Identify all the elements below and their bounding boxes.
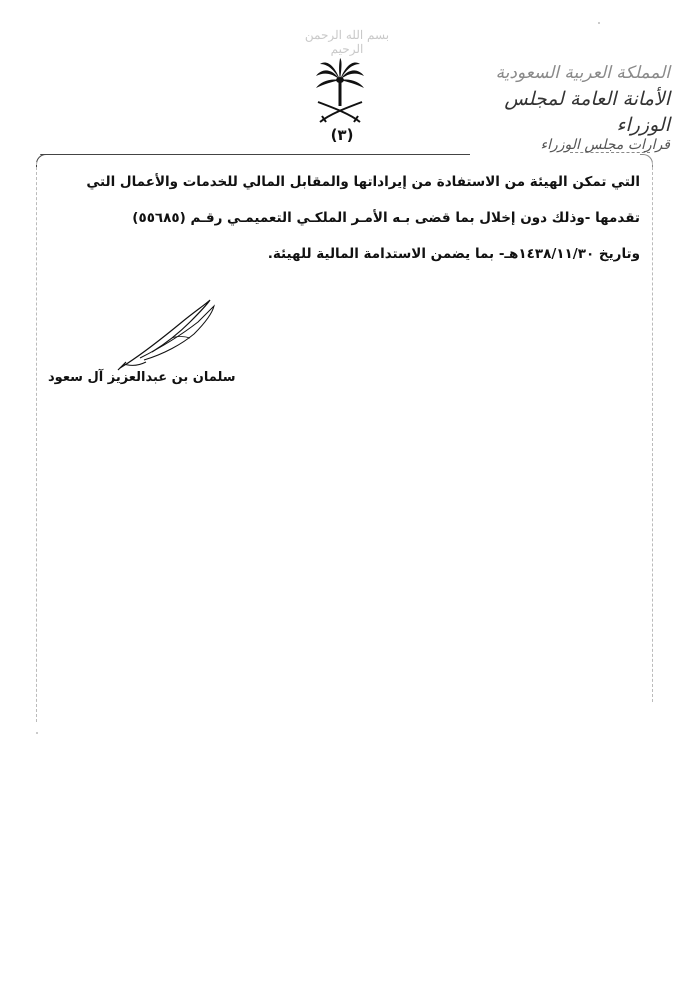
letterhead-secretariat: الأمانة العامة لمجلس الوزراء [504,88,670,136]
letterhead [470,62,670,153]
signatory-name: سلمان بن عبدالعزيز آل سعود [48,370,236,385]
page-number: (٣) [330,126,354,144]
body-line: التي تمكن الهيئة من الاستفادة من إيراداتها والمقابل المالي للخدمات والأعمال التي [86,174,640,190]
decision-body-text [80,164,640,272]
body-line: تقدمها -وذلك دون إخلال بما قضى بـه الأمـر الملكـي التعميمـي رقـم (٥٥٦٨٥) [132,210,640,226]
letterhead-decisions: قرارات مجلس الوزراء [540,137,670,153]
body-line: وتاريخ ١٤٣٨/١١/٣٠هـ- بما يضمن الاستدامة المالية للهيئة. [267,246,640,262]
frame-top-border [40,154,470,155]
frame-top-border-right [570,152,650,153]
frame-corner [36,154,49,167]
handwritten-signature-icon [110,296,220,376]
scan-speck [36,732,38,734]
letterhead-country: المملكة العربية السعودية [495,63,670,83]
saudi-emblem-icon [312,58,368,126]
frame-right-border [652,162,653,702]
scan-speck [598,22,600,24]
faint-header-text: بسم الله الرحمن الرحيم [304,28,390,56]
frame-left-border [36,162,37,722]
